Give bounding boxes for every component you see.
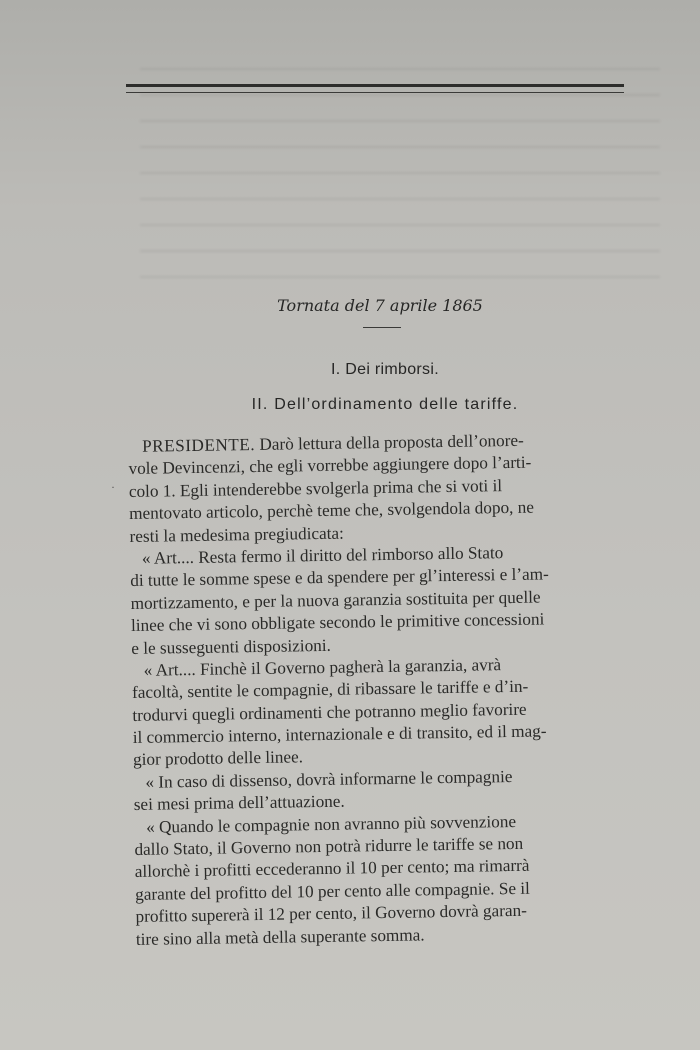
header-rule-thick bbox=[126, 84, 624, 87]
title-divider bbox=[363, 327, 401, 328]
paragraph-line: « Art.... Resta fermo il diritto del rimborso allo Stato bbox=[141, 543, 504, 568]
paragraph-line: trodurvi quegli ordinamenti che potranno meglio favorire bbox=[132, 699, 527, 725]
paragraph-line: linee che vi sono obbligate secondo le primitive concessioni bbox=[130, 609, 545, 636]
paragraph-line: « In caso di dissenso, dovrà informarne le compagnie bbox=[145, 766, 513, 792]
paragraph-line: gior prodotto delle linee. bbox=[132, 747, 304, 770]
subtitle-tariffe: II. Dell’ordinamento delle tariffe. bbox=[251, 396, 519, 413]
paragraph-line: vole Devincenzi, che egli vorrebbe aggiungere dopo l’arti- bbox=[128, 453, 532, 479]
paragraph-line: colo 1. Egli intenderebbe svolgerla prima che si voti il bbox=[128, 475, 503, 501]
paragraph-line: resti la medesima pregiudicata: bbox=[129, 523, 344, 546]
paragraph-line: di tutte le somme spese e da spendere per gl’interessi e l’am- bbox=[130, 564, 549, 591]
paragraph-line: mortizzamento, e per la nuova garanzia sostituita per quelle bbox=[130, 587, 541, 613]
paragraph-line: sei mesi prima dell’attuazione. bbox=[133, 791, 345, 815]
paragraph-line: « Quando le compagnie non avranno più sovvenzione bbox=[145, 811, 517, 837]
subtitle-rimborsi: I. Dei rimborsi. bbox=[331, 361, 439, 378]
body-text bbox=[128, 428, 656, 951]
header-rule-thin bbox=[126, 92, 624, 93]
margin-mark: · bbox=[111, 480, 115, 494]
paragraph-line: profitto supererà il 12 per cento, il Governo dovrà garan- bbox=[135, 900, 528, 927]
paragraph-line: e le susseguenti disposizioni. bbox=[131, 635, 332, 658]
paragraph-line: mentovato articolo, perchè teme che, svolgendola dopo, ne bbox=[129, 497, 535, 524]
paragraph-line: facoltà, sentite le compagnie, di ribassare le tariffe e d’in- bbox=[131, 677, 529, 703]
speaker-name: PRESIDENTE. bbox=[142, 435, 256, 456]
paragraph-line: PRESIDENTE. Darò lettura della proposta dell’onore- bbox=[142, 430, 524, 456]
session-title: Tornata del 7 aprile 1865 bbox=[277, 296, 483, 315]
paragraph-line: allorchè i profitti eccederanno il 10 per cento; ma rimarrà bbox=[134, 856, 530, 882]
paragraph-line: tire sino alla metà della superante somma. bbox=[135, 924, 425, 949]
paragraph-line: « Art.... Finchè il Governo pagherà la garanzia, avrà bbox=[143, 655, 502, 680]
paragraph-line: dallo Stato, il Governo non potrà ridurre le tariffe se non bbox=[134, 833, 524, 859]
paragraph-line: garante del profitto del 10 per cento alle compagnie. Se il bbox=[135, 878, 531, 904]
paragraph-line: il commercio interno, internazionale e di transito, ed il mag- bbox=[132, 721, 547, 748]
